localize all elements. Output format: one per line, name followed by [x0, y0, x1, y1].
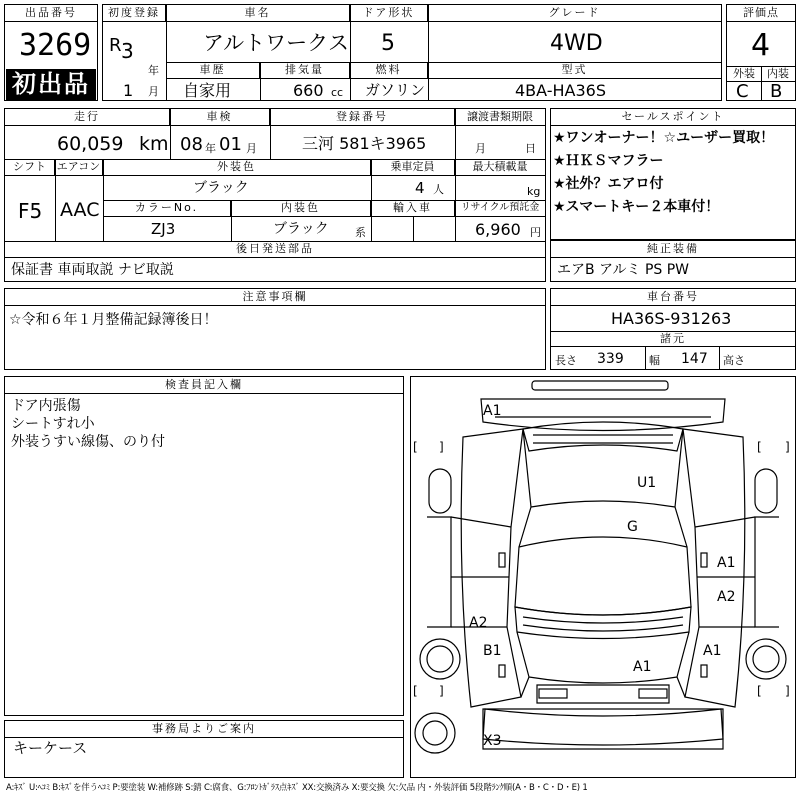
- damage-mark: A1: [717, 555, 736, 571]
- sales-point-item: ★スマートキー２本車付！: [553, 199, 720, 215]
- inspector-line: ドア内張傷: [11, 398, 81, 414]
- car-name-label: 車名: [166, 5, 350, 22]
- capacity-unit: 人: [433, 183, 444, 196]
- genuine-equipment-box: [550, 240, 796, 282]
- damage-mark: A1: [633, 659, 652, 675]
- bracket-left-bottom-close: ]: [439, 684, 444, 698]
- capacity-label: 乗車定員: [371, 159, 455, 176]
- height-label: 高さ: [723, 354, 745, 367]
- sales-points-box: [550, 108, 796, 240]
- damage-mark: G: [627, 519, 638, 535]
- int-color-label: 内装色: [231, 200, 371, 217]
- width-value: 147: [681, 351, 708, 367]
- sales-point-item: ★ワンオーナー！☆ユーザー買取！: [553, 130, 775, 146]
- history-value: 自家用: [183, 81, 232, 100]
- header-grid: [102, 4, 722, 101]
- mileage-label: 走行: [5, 109, 170, 126]
- damage-mark: B1: [483, 643, 502, 659]
- ac-value: AAC: [60, 199, 100, 221]
- displacement-value: 660: [293, 81, 324, 100]
- recycle-fee-unit: 円: [530, 226, 541, 239]
- damage-mark: U1: [637, 475, 657, 491]
- inspection-year: 08: [180, 134, 203, 155]
- recycle-fee-label: リサイクル預託金: [455, 200, 545, 217]
- interior-grade: B: [770, 81, 783, 102]
- score-value: 4: [751, 28, 771, 63]
- inspector-line: 外装うすい線傷、のり付: [11, 434, 165, 450]
- mileage-unit: km: [139, 133, 169, 155]
- inspector-label: 検査員記入欄: [5, 377, 403, 394]
- chassis-value: HA36S-931263: [611, 309, 732, 328]
- length-label: 長さ: [555, 354, 577, 367]
- registration-year: 3: [121, 39, 134, 63]
- bracket-left-bottom: [: [413, 684, 418, 698]
- inspection-label: 車検: [170, 109, 270, 126]
- damage-mark: X3: [483, 733, 502, 749]
- transfer-day-unit: 日: [525, 142, 536, 155]
- genuine-equipment-value: エアB アルミ PS PW: [557, 262, 690, 278]
- lot-number-label: 出品番号: [5, 5, 97, 22]
- registration-year-unit: 年: [148, 64, 159, 77]
- capacity-value: 4: [415, 179, 425, 197]
- exterior-grade: C: [736, 81, 749, 102]
- displacement-unit: cc: [331, 86, 344, 99]
- exterior-grade-label: 外装: [727, 66, 761, 82]
- damage-mark: A2: [717, 589, 736, 605]
- legend-text: A:ｷｽﾞ U:ﾍｺﾐ B:ｷｽﾞを伴うﾍｺﾐ P:要塗装 W:補修跡 S:錆 C:腐食、G:ﾌﾛﾝﾄｶﾞﾗｽ点ｷｽﾞ XX:交換済み X:要交換 欠:欠品 内・外装評価 5段階ﾗﾝｸ順(A・B・C・D・E) 1: [6, 783, 588, 793]
- width-label: 幅: [649, 354, 660, 367]
- chassis-label: 車台番号: [551, 289, 795, 306]
- displacement-label: 排気量: [260, 62, 350, 79]
- color-no-value: ZJ3: [151, 220, 176, 238]
- model-value: 4BA-HA36S: [515, 81, 607, 100]
- vehicle-details-grid: [4, 108, 546, 282]
- later-parts-label: 後日発送部品: [5, 241, 545, 258]
- score-label: 評価点: [727, 5, 795, 22]
- bracket-left-top-close: ]: [439, 440, 444, 454]
- registration-month: 1: [123, 81, 134, 100]
- inspection-month-unit: 月: [246, 142, 257, 155]
- interior-grade-label: 内装: [761, 66, 795, 82]
- bracket-right-top-close: ]: [785, 440, 790, 454]
- door-count: 5: [381, 31, 395, 56]
- damage-mark: A2: [469, 615, 488, 631]
- notes-label: 注意事項欄: [5, 289, 545, 306]
- genuine-equipment-label: 純正装備: [551, 241, 795, 258]
- max-load-label: 最大積載量: [455, 159, 545, 176]
- inspection-month: 01: [219, 134, 242, 155]
- registration-era: R: [109, 35, 122, 56]
- specs-label: 諸元: [551, 331, 795, 347]
- office-label: 事務局よりご案内: [5, 721, 403, 738]
- mileage-value: 60,059: [57, 133, 124, 155]
- score-box: [726, 4, 796, 101]
- damage-mark: A1: [703, 643, 722, 659]
- bracket-right-bottom-close: ]: [785, 684, 790, 698]
- chassis-box: [550, 288, 796, 370]
- history-label: 車歴: [166, 62, 260, 79]
- later-parts-value: 保証書 車両取説 ナビ取説: [11, 262, 174, 278]
- length-value: 339: [597, 351, 624, 367]
- plate-label: 登録番号: [270, 109, 455, 126]
- first-registration-label: 初度登録: [103, 5, 166, 22]
- ext-color-label: 外装色: [103, 159, 371, 176]
- import-label: 輸入車: [371, 200, 455, 217]
- inspector-line: シートすれ小: [11, 416, 95, 432]
- grade-value: 4WD: [550, 31, 603, 56]
- bracket-right-top: [: [757, 440, 762, 454]
- office-value: キーケース: [13, 739, 88, 757]
- fuel-value: ガソリン: [365, 81, 426, 99]
- ext-color-value: ブラック: [193, 180, 249, 196]
- shift-value: F5: [18, 199, 43, 223]
- notes-value: ☆令和６年１月整備記録簿後日！: [9, 312, 218, 328]
- plate-value: 三河 581キ3965: [302, 134, 427, 153]
- fuel-label: 燃料: [350, 62, 428, 79]
- int-color-suffix: 系: [355, 226, 366, 239]
- damage-diagram-box: [410, 376, 796, 778]
- inspection-year-unit: 年: [205, 142, 216, 155]
- ac-label: エアコン: [55, 159, 103, 176]
- door-type-label: ドア形状: [350, 5, 428, 22]
- sales-point-item: ★ＨＫＳマフラー: [553, 153, 664, 169]
- int-color-value: ブラック: [273, 221, 329, 237]
- sales-point-item: ★社外？エアロ付: [553, 176, 664, 192]
- lot-number: 3269: [19, 28, 92, 63]
- car-diagram: [411, 377, 795, 777]
- damage-mark: A1: [483, 403, 502, 419]
- transfer-month-unit: 月: [475, 142, 486, 155]
- grade-label: グレード: [428, 5, 721, 22]
- shift-label: シフト: [5, 159, 55, 176]
- first-listing-badge: 初出品: [6, 69, 96, 100]
- model-label: 型式: [428, 62, 721, 79]
- sales-points-label: セールスポイント: [551, 109, 795, 126]
- car-name: アルトワークス: [203, 31, 349, 55]
- bracket-left-top: [: [413, 440, 418, 454]
- bracket-right-bottom: [: [757, 684, 762, 698]
- transfer-deadline-label: 譲渡書類期限: [455, 109, 545, 126]
- lot-number-box: [4, 4, 98, 101]
- office-box: [4, 720, 404, 778]
- max-load-unit: kg: [527, 185, 541, 198]
- inspector-box: [4, 376, 404, 716]
- registration-month-unit: 月: [148, 85, 159, 98]
- color-no-label: カラーNo.: [103, 200, 231, 217]
- notes-box: [4, 288, 546, 370]
- recycle-fee-value: 6,960: [475, 220, 521, 239]
